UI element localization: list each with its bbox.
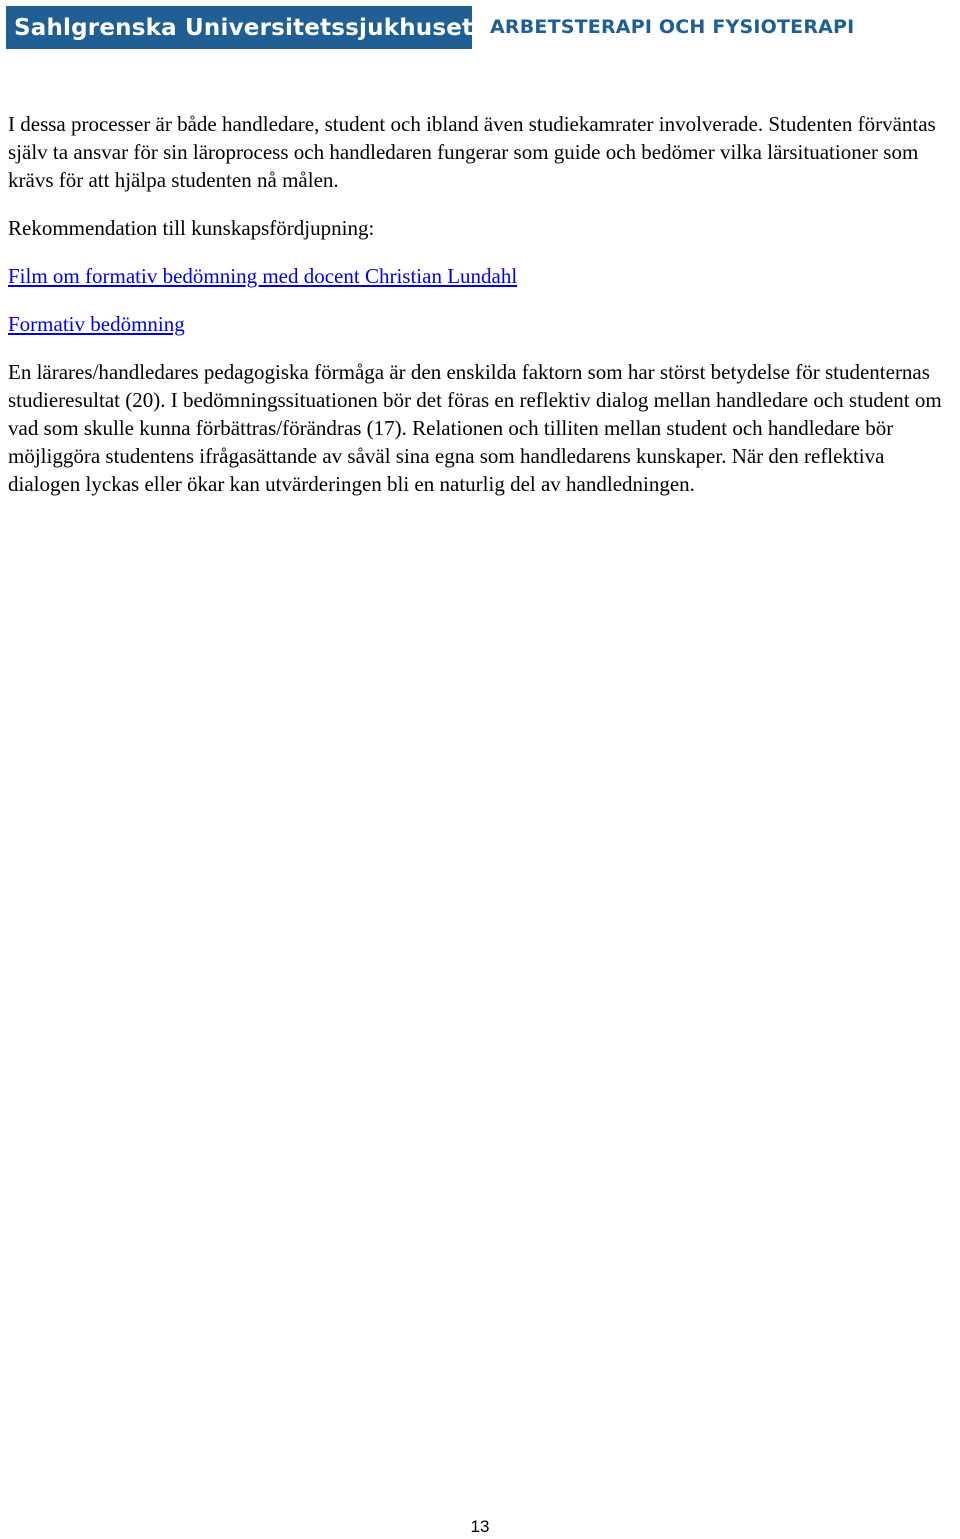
body-paragraph: En lärares/handledares pedagogiska förmåga är den enskilda faktorn som har störst betydelse för studenternas studieresultat (20). I bedömningssituationen bör det föras en reflektiv dialog mellan handledare och student om vad som skulle kunna förbättras/förändras (17). Relationen och tilliten mellan student och handledare bör möjliggöra studentens ifrågasättande av såväl sina egna som handledarens kunskaper. När den reflektiva dialogen lyckas eller ökar kan utvärderingen bli en naturlig del av handledningen. xyxy=(8,360,942,496)
formative-assessment-link[interactable]: Formativ bedömning xyxy=(8,312,185,336)
intro-paragraph: I dessa processer är både handledare, student och ibland även studiekamrater involverade. Studenten förväntas själv ta ansvar för sin läroprocess och handledaren fungerar som guide och bedömer vilka lärsituationer som krävs för att hjälpa studenten nå målen. xyxy=(8,112,936,192)
film-formative-assessment-link[interactable]: Film om formativ bedömning med docent Christian Lundahl xyxy=(8,264,518,288)
department-name: ARBETSTERAPI OCH FYSIOTERAPI xyxy=(490,16,855,38)
recommendation-heading: Rekommendation till kunskapsfördjupning: xyxy=(8,216,375,240)
link-paragraph-1 xyxy=(8,262,958,290)
link-paragraph-2 xyxy=(8,310,958,338)
page-header xyxy=(0,0,960,56)
organization-name: Sahlgrenska Universitetssjukhuset xyxy=(14,14,474,41)
page-number: 13 xyxy=(470,1517,490,1536)
document-body xyxy=(8,110,958,518)
organization-logo xyxy=(6,6,472,49)
